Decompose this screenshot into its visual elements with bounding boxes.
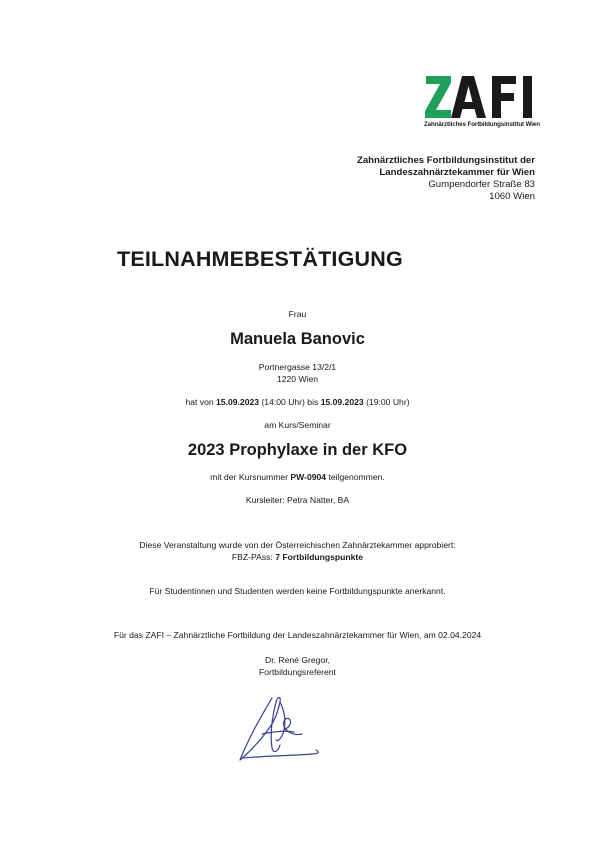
signatory-role: Fortbildungsreferent — [259, 667, 336, 677]
course-number: PW-0904 — [290, 472, 327, 482]
course-number-suffix: teilgenommen. — [328, 472, 385, 482]
course-intro: am Kurs/Seminar — [264, 420, 331, 430]
points-value: 7 Fortbildungspunkte — [275, 552, 364, 562]
zafi-logo-mark — [424, 74, 536, 120]
organisation-address — [357, 155, 535, 203]
end-time: (19:00 Uhr) — [366, 397, 410, 407]
org-name-line1: Zahnärztliches Fortbildungsinstitut der — [356, 155, 535, 166]
attendance-dates — [0, 397, 595, 407]
document-title: TEILNAHMEBESTÄTIGUNG — [117, 247, 403, 271]
approval-text: Diese Veranstaltung wurde von der Österreichischen Zahnärztekammer approbiert: — [139, 540, 456, 550]
dates-prefix: hat von — [185, 397, 214, 407]
start-time: (14:00 Uhr) — [261, 397, 305, 407]
students-note: Für Studentinnen und Studenten werden keine Fortbildungspunkte anerkannt. — [149, 586, 446, 596]
org-city: 1060 Wien — [489, 191, 535, 202]
org-name-line2: Landeszahnärztekammer für Wien — [379, 167, 535, 178]
participant-street: Portnergasse 13/2/1 — [258, 362, 337, 372]
issued-statement: Für das ZAFI – Zahnärztliche Fortbildung der Landeszahnärztekammer für Wien, am 02.04.2024 — [113, 630, 482, 640]
participant-city: 1220 Wien — [276, 374, 319, 384]
course-number-prefix: mit der Kursnummer — [210, 472, 289, 482]
signatory-name: Dr. René Gregor, — [265, 655, 330, 665]
points-prefix: FBZ-PAss: — [231, 552, 273, 562]
handwritten-signature — [232, 690, 328, 770]
dates-bis: bis — [307, 397, 319, 407]
salutation: Frau — [288, 309, 307, 319]
course-number-line — [0, 472, 595, 482]
participant-name: Manuela Banovic — [230, 330, 365, 348]
end-date: 15.09.2023 — [320, 397, 364, 407]
zafi-logo — [424, 74, 540, 130]
approval-points — [0, 552, 595, 562]
course-title: 2023 Prophylaxe in der KFO — [187, 441, 408, 459]
logo-subtitle: Zahnärztliches Fortbildungsinstitut Wien — [424, 121, 540, 128]
start-date: 15.09.2023 — [216, 397, 260, 407]
course-leader: Kursleiter: Petra Natter, BA — [245, 495, 350, 505]
org-street: Gumpendorfer Straße 83 — [428, 179, 535, 190]
